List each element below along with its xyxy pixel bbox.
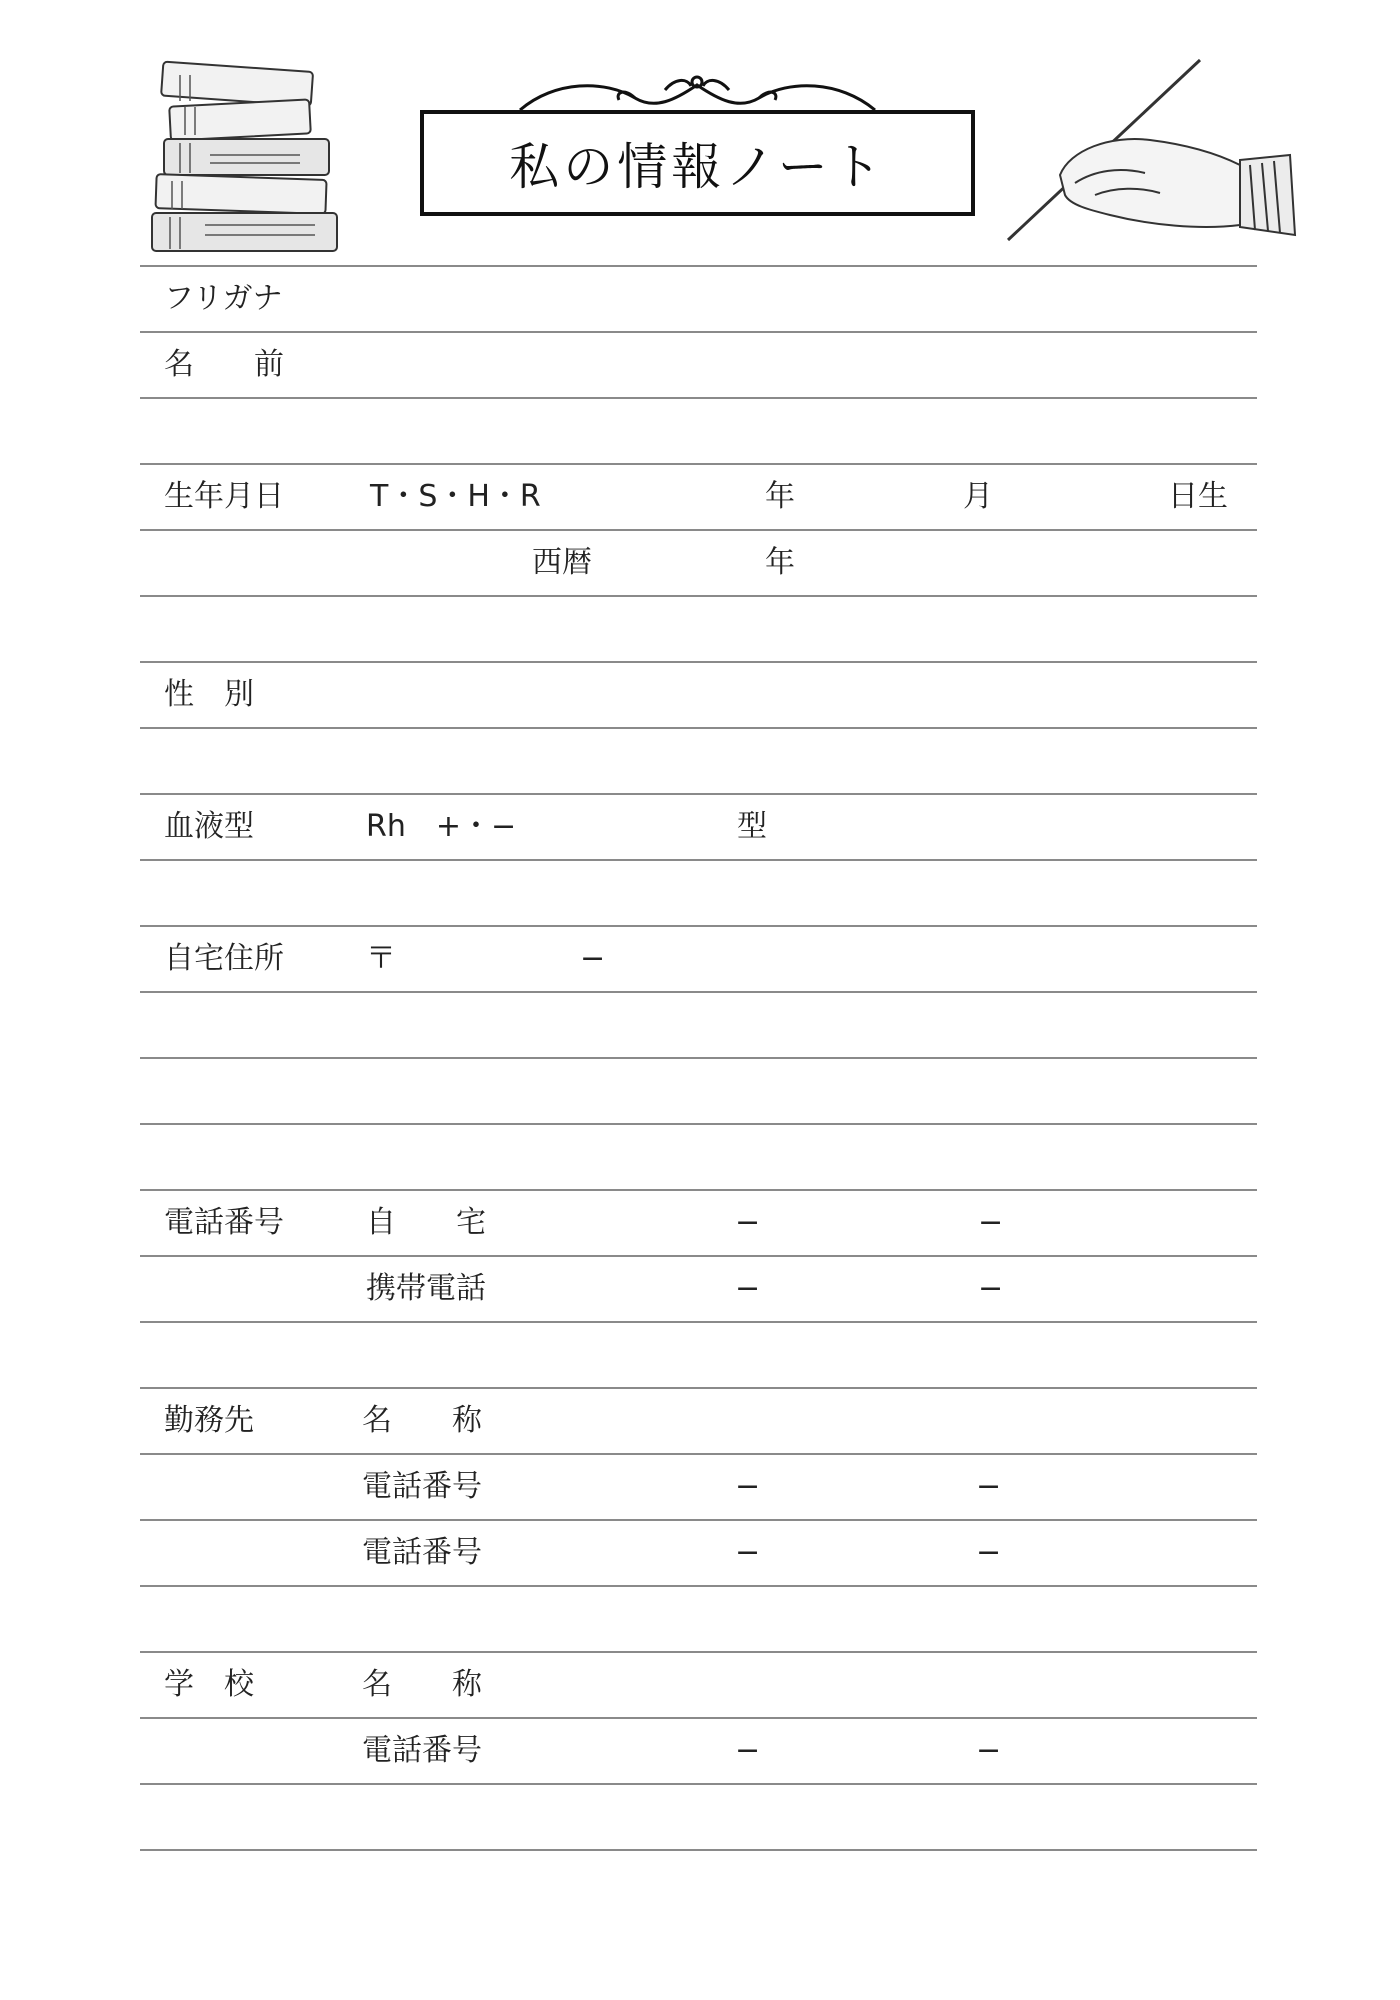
row-birthday[interactable] xyxy=(140,463,1257,529)
birth-year-unit: 年 xyxy=(765,479,795,514)
mobile-phone-label: 携帯電話 xyxy=(366,1271,486,1306)
phone-dash: − xyxy=(735,1535,761,1570)
hand-with-pen-icon xyxy=(1000,55,1300,255)
postal-dash: − xyxy=(580,941,606,976)
blood-type-label: 血液型 xyxy=(164,809,254,844)
western-calendar-label: 西暦 xyxy=(532,545,592,580)
birth-day-unit: 日生 xyxy=(1168,479,1228,514)
rh-options: Rh +・− xyxy=(366,809,517,844)
row-phone-mobile[interactable] xyxy=(140,1255,1257,1321)
school-name-label: 名 称 xyxy=(362,1667,482,1702)
work-phone-label: 電話番号 xyxy=(362,1535,482,1570)
name-label: 名 前 xyxy=(164,347,284,382)
row-address[interactable] xyxy=(140,925,1257,991)
row-western-year[interactable] xyxy=(140,529,1257,595)
gender-label: 性 別 xyxy=(164,677,254,712)
phone-dash: − xyxy=(735,1205,761,1240)
work-label: 勤務先 xyxy=(164,1403,254,1438)
row-work-name[interactable] xyxy=(140,1387,1257,1453)
row-school-phone[interactable] xyxy=(140,1717,1257,1783)
page-title: 私の情報ノート xyxy=(509,138,886,196)
phone-dash: − xyxy=(978,1271,1004,1306)
western-year-unit: 年 xyxy=(765,545,795,580)
row-work-phone[interactable] xyxy=(140,1519,1257,1585)
row-work-phone[interactable] xyxy=(140,1453,1257,1519)
info-form xyxy=(140,265,1257,1851)
row-blank[interactable] xyxy=(140,397,1257,463)
blood-type-unit: 型 xyxy=(737,809,767,844)
row-blank[interactable] xyxy=(140,595,1257,661)
phone-dash: − xyxy=(735,1469,761,1504)
row-phone-home[interactable] xyxy=(140,1189,1257,1255)
row-name[interactable] xyxy=(140,331,1257,397)
row-address-line[interactable] xyxy=(140,991,1257,1057)
row-address-line[interactable] xyxy=(140,1057,1257,1123)
birthday-label: 生年月日 xyxy=(164,479,284,514)
phone-label: 電話番号 xyxy=(164,1205,284,1240)
row-blank[interactable] xyxy=(140,1585,1257,1651)
row-gender[interactable] xyxy=(140,661,1257,727)
work-name-label: 名 称 xyxy=(362,1403,482,1438)
phone-dash: − xyxy=(976,1535,1002,1570)
phone-dash: − xyxy=(978,1205,1004,1240)
row-blank[interactable] xyxy=(140,1321,1257,1387)
row-blank[interactable] xyxy=(140,859,1257,925)
postal-mark: 〒 xyxy=(366,941,396,976)
phone-dash: − xyxy=(735,1271,761,1306)
phone-dash: − xyxy=(976,1469,1002,1504)
row-blank[interactable] xyxy=(140,1783,1257,1851)
school-label: 学 校 xyxy=(164,1667,254,1702)
row-furigana[interactable] xyxy=(140,265,1257,331)
address-label: 自宅住所 xyxy=(164,941,284,976)
phone-dash: − xyxy=(735,1733,761,1768)
phone-dash: − xyxy=(976,1733,1002,1768)
header xyxy=(0,0,1400,265)
birth-month-unit: 月 xyxy=(963,479,993,514)
furigana-label: フリガナ xyxy=(164,281,283,316)
row-school-name[interactable] xyxy=(140,1651,1257,1717)
row-blood-type[interactable] xyxy=(140,793,1257,859)
work-phone-label: 電話番号 xyxy=(362,1469,482,1504)
row-address-line[interactable] xyxy=(140,1123,1257,1189)
row-blank[interactable] xyxy=(140,727,1257,793)
home-phone-label: 自 宅 xyxy=(366,1205,486,1240)
era-options: T・S・H・R xyxy=(370,479,541,514)
school-phone-label: 電話番号 xyxy=(362,1733,482,1768)
stacked-books-icon xyxy=(150,55,350,255)
title-frame xyxy=(420,110,975,216)
